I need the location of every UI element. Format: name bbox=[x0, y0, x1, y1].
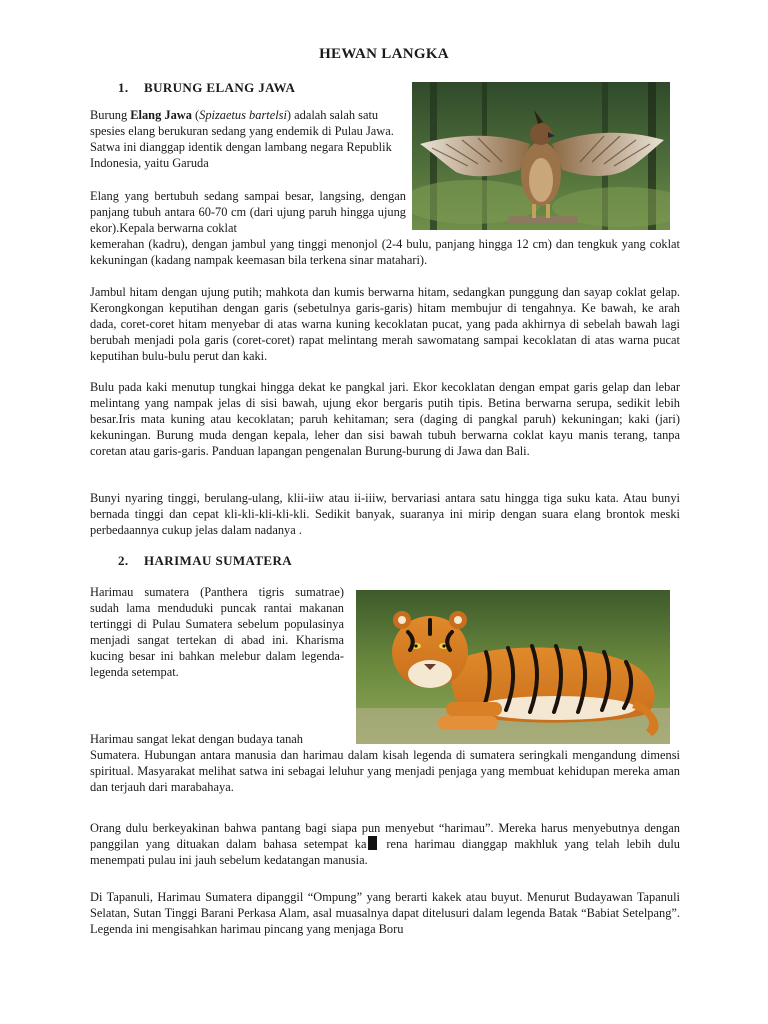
document-title: HEWAN LANGKA bbox=[319, 46, 449, 62]
section-heading-elang-jawa bbox=[118, 80, 295, 96]
section-title: HARIMAU SUMATERA bbox=[144, 553, 293, 568]
paragraph-intro-harimau: Harimau sumatera (Panthera tigris sumatrae) sudah lama menduduki puncak rantai makanan tertinggi di Pulau Sumatera sebelum populasinya menjadi sangat tertekan di abad ini. Kharisma kucing besar ini bahkan melebur dalam legenda-legenda setempat. bbox=[90, 585, 344, 679]
section-number: 1. bbox=[118, 80, 129, 95]
scientific-name: Spizaetus bartelsi bbox=[199, 108, 287, 122]
paragraph-culture-start: Harimau sangat lekat dengan budaya tanah bbox=[90, 732, 303, 746]
species-name: Elang Jawa bbox=[130, 108, 192, 122]
paragraph-plumage: Jambul hitam dengan ujung putih; mahkota dan kumis berwarna hitam, sedangkan punggung dan sayap coklat gelap. Kerongkongan keputihan dengan garis (sebetulnya garis-garis) hitam membujur di tengahnya. Ke bawah, ke arah dada, coret-coret hitam menyebar di atas warna kuning kecoklatan pucat, yang pada akhirnya di sebelah bawah lagi berubah menjadi pola garis (coret-coret) rapat melintang merah sawomatang sampai kecoklatan di atas warna pucat keputihan bulu-bulu perut dan kaki. bbox=[90, 285, 680, 363]
section-title: BURUNG ELANG JAWA bbox=[144, 80, 296, 95]
paragraph-body-description-start: Elang yang bertubuh sedang sampai besar, langsing, dengan panjang tubuh antara 60-70 cm (dari ujung paruh hingga ujung ekor).Kepala berwarna coklat bbox=[90, 189, 406, 235]
section-heading-harimau-sumatera bbox=[118, 553, 292, 569]
tiger-photo bbox=[356, 590, 670, 744]
paragraph-intro-elang: Burung Elang Jawa (Spizaetus bartelsi) adalah salah satu spesies elang berukuran sedang yang endemik di Pulau Jawa. Satwa ini dianggap identik dengan lambang negara Republik Indonesia, yaitu Garuda bbox=[90, 108, 394, 170]
paragraph-call: Bunyi nyaring tinggi, berulang-ulang, klii-iiw atau ii-iiiw, bervariasi antara satu hingga tiga suku kata. Atau bunyi bernada tinggi dan cepat kli-kli-kli-kli-kli. Sedikit banyak, suaranya ini mirip dengan suara elang brontok meski perbedaannya cukup jelas dalam nadanya . bbox=[90, 491, 680, 537]
text-cursor-block bbox=[368, 836, 377, 850]
eagle-photo bbox=[412, 82, 670, 230]
paragraph-legs-tail: Bulu pada kaki menutup tungkai hingga dekat ke pangkal jari. Ekor kecoklatan dengan empat garis gelap dan lebar melintang yang nampak jelas di sisi bawah, ujung ekor bergaris putih tipis. Betina berwarna serupa, sedikit lebih besar.Iris mata kuning atau kecoklatan; paruh kehitaman; sera (daging di pangkal paruh) kekuningan; kaki (jari) kekuningan. Burung muda dengan kepala, leher dan sisi bawah tubuh berwarna coklat kayu manis terang, tanpa coretan atau garis-garis. Panduan lapangan pengenalan Burung-burung di Jawa dan Bali. bbox=[90, 380, 680, 458]
paragraph-body-description-cont: kemerahan (kadru), dengan jambul yang tinggi menonjol (2-4 bulu, panjang hingga 12 cm) dan tengkuk yang coklat kekuningan (kadang nampak keemasan bila terkena sinar matahari). bbox=[90, 237, 680, 267]
paragraph-taboo: Orang dulu berkeyakinan bahwa pantang bagi siapa pun menyebut “harimau”. Mereka harus menyebutnya dengan panggilan yang dituakan dalam bahasa setempat ka rena harimau dianggap makhluk yang telah lebih dulu menempati pulau ini jauh sebelum kedatangan manusia. bbox=[90, 821, 681, 867]
paragraph-culture-cont: Sumatera. Hubungan antara manusia dan harimau dalam kisah legenda di sumatera seringkali mengandung dimensi spiritual. Masyarakat melihat satwa ini sebagai leluhur yang menjadi penjaga yang membuat kehidupan mereka aman dan terjauh dari marabahaya. bbox=[90, 748, 680, 794]
section-number: 2. bbox=[118, 553, 129, 568]
paragraph-tapanuli: Di Tapanuli, Harimau Sumatera dipanggil “Ompung” yang berarti kakek atau buyut. Menurut Budayawan Tapanuli Selatan, Sutan Tinggi Barani Perkasa Alam, asal muasalnya dapat ditelusuri dalam legenda Batak “Babiat Setelpang”. Legenda ini mengisahkan harimau pincang yang menjaga Boru bbox=[90, 890, 680, 936]
